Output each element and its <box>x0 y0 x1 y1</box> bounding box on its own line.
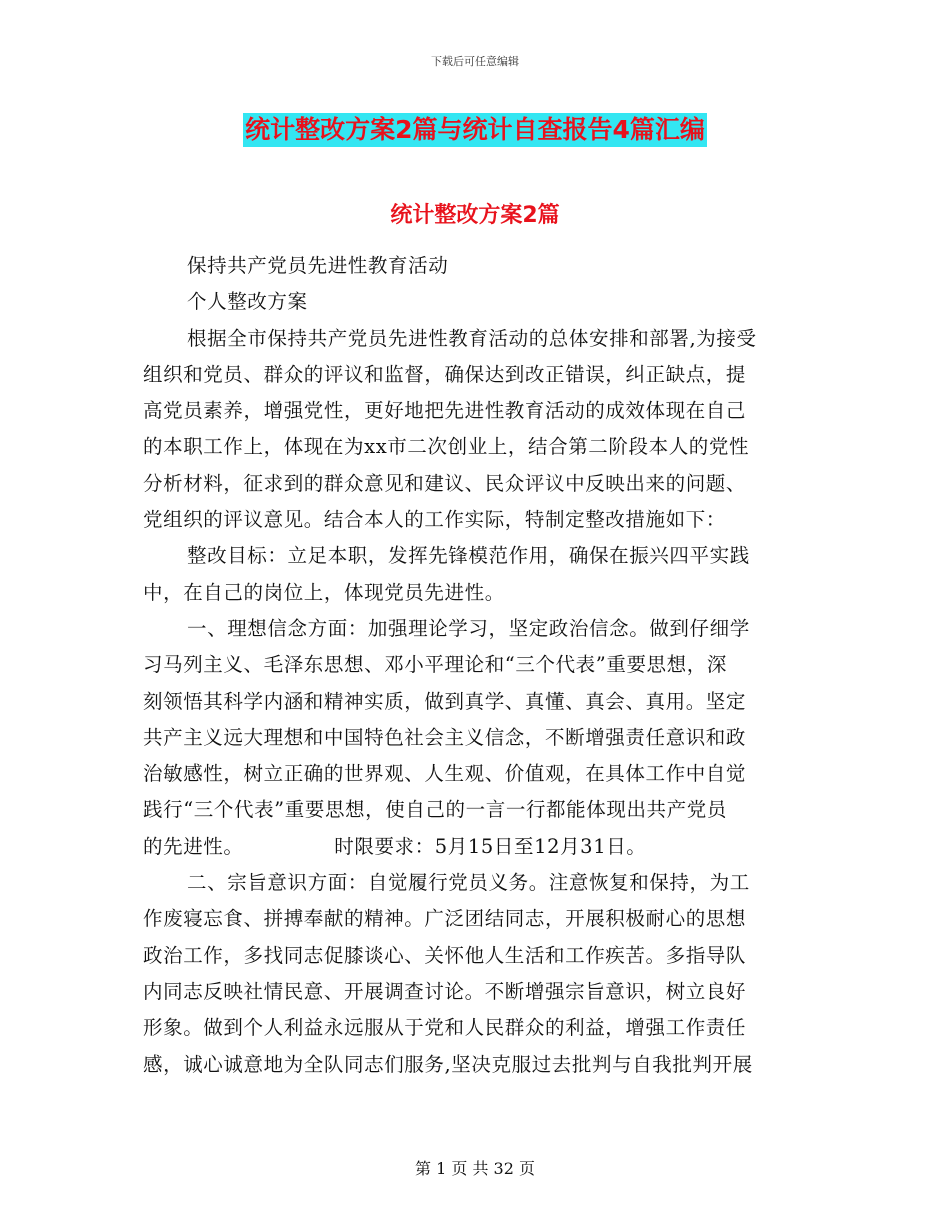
body-line: 整改目标：立足本职，发挥先锋模范作用，确保在振兴四平实践 <box>187 544 750 568</box>
body-line: 习马列主义、毛泽东思想、邓小平理论和“三个代表”重要思想，深 <box>143 653 727 677</box>
page-footer: 第 1 页 共 32 页 <box>415 1159 535 1178</box>
body-line: 组织和党员、群众的评议和监督，确保达到改正错误，纠正缺点，提 <box>143 362 747 386</box>
body-line: 根据全市保持共产党员先进性教育活动的总体安排和部署,为接受 <box>187 326 757 350</box>
body-line: 作废寝忘食、拼搏奉献的精神。广泛团结同志，开展积极耐心的思想 <box>143 907 747 931</box>
body-line: 的本职工作上，体现在为xx市二次创业上，结合第二阶段本人的党性 <box>143 435 750 459</box>
body-line: 治敏感性，树立正确的世界观、人生观、价值观，在具体工作中自觉 <box>143 762 747 786</box>
body-line: 党组织的评议意见。结合本人的工作实际，特制定整改措施如下： <box>143 508 726 532</box>
section-title: 统计整改方案2篇 <box>390 203 560 228</box>
header-note: 下载后可任意编辑 <box>431 55 519 68</box>
body-line: 的先进性。 时限要求：5月15日至12月31日。 <box>143 834 647 858</box>
body-line: 形象。做到个人利益永远服从于党和人民群众的利益，增强工作责任 <box>143 1016 747 1040</box>
body-line: 个人整改方案 <box>187 290 308 314</box>
body-line: 分析材料，征求到的群众意见和建议、民众评议中反映出来的问题、 <box>143 471 747 495</box>
main-title: 统计整改方案2篇与统计自查报告4篇汇编 <box>243 113 707 147</box>
body-line: 刻领悟其科学内涵和精神实质，做到真学、真懂、真会、真用。坚定 <box>143 689 747 713</box>
body-line: 政治工作，多找同志促膝谈心、关怀他人生活和工作疾苦。多指导队 <box>143 943 747 967</box>
body-line: 共产主义远大理想和中国特色社会主义信念，不断增强责任意识和政 <box>143 725 747 749</box>
main-title-wrap <box>0 113 950 147</box>
body-line: 一、理想信念方面：加强理论学习，坚定政治信念。做到仔细学 <box>187 616 750 640</box>
body-line: 高党员素养，增强党性，更好地把先进性教育活动的成效体现在自己 <box>143 399 747 423</box>
body-text <box>143 248 808 1083</box>
body-line: 二、宗旨意识方面：自觉履行党员义务。注意恢复和保持，为工 <box>187 871 750 895</box>
body-line: 内同志反映社情民意、开展调查讨论。不断增强宗旨意识，树立良好 <box>143 979 747 1003</box>
body-line: 感，诚心诚意地为全队同志们服务,坚决克服过去批判与自我批判开展 <box>143 1052 753 1076</box>
body-line: 践行“三个代表”重要思想，使自己的一言一行都能体现出共产党员 <box>143 798 727 822</box>
body-line: 中，在自己的岗位上，体现党员先进性。 <box>143 580 505 604</box>
body-line: 保持共产党员先进性教育活动 <box>187 254 449 277</box>
